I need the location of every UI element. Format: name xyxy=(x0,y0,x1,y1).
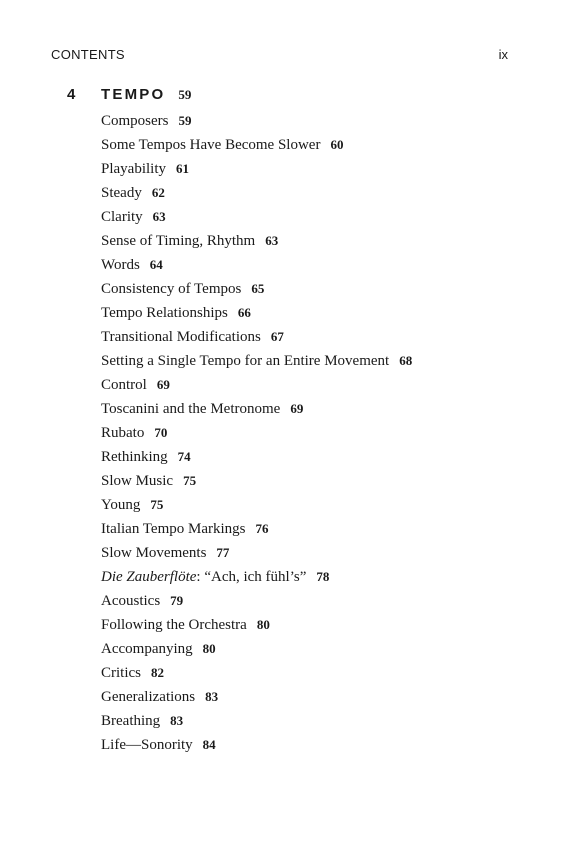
entry-title-italic: Die Zauberflöte xyxy=(101,569,197,585)
entry-page: 80 xyxy=(202,641,216,656)
entry-title: : “Ach, ich fühl’s” xyxy=(196,569,307,585)
entry-page: 66 xyxy=(237,305,251,320)
entry-page: 68 xyxy=(399,353,413,368)
toc-entry xyxy=(101,349,412,373)
entry-title: Italian Tempo Markings xyxy=(101,521,246,537)
entry-title: Young xyxy=(101,497,141,513)
entry-page: 75 xyxy=(183,473,197,488)
running-head: CONTENTS xyxy=(51,47,125,62)
entry-title: Life—Sonority xyxy=(101,737,193,753)
entry-title: Rethinking xyxy=(101,449,168,465)
entry-page: 60 xyxy=(330,137,344,152)
entry-title: Acoustics xyxy=(101,593,161,609)
toc-entry xyxy=(101,421,412,445)
entry-page: 75 xyxy=(150,497,164,512)
entry-title: Accompanying xyxy=(101,641,193,657)
toc-entry xyxy=(101,685,412,709)
toc-entry xyxy=(101,181,412,205)
toc-entry xyxy=(101,397,412,421)
toc-entry xyxy=(101,613,412,637)
toc-entry xyxy=(101,205,412,229)
toc-entry xyxy=(101,661,412,685)
toc-entry xyxy=(101,373,412,397)
entry-page: 70 xyxy=(154,425,168,440)
page-number: ix xyxy=(498,47,508,62)
chapter-title: TEMPO xyxy=(101,86,166,103)
toc-entry xyxy=(101,541,412,565)
entry-page: 80 xyxy=(256,617,270,632)
toc-entry xyxy=(101,277,412,301)
entry-title: Playability xyxy=(101,161,166,177)
entry-page: 61 xyxy=(176,161,189,176)
entry-page: 83 xyxy=(170,713,184,728)
entry-title: Toscanini and the Metronome xyxy=(101,401,281,417)
entry-title: Slow Music xyxy=(101,473,174,489)
toc-entry xyxy=(101,565,412,589)
entry-title: Breathing xyxy=(101,713,161,729)
toc-entry xyxy=(101,157,412,181)
entry-title: Rubato xyxy=(101,425,145,441)
entry-title: Critics xyxy=(101,665,141,681)
entry-title: Steady xyxy=(101,185,142,201)
toc-entry xyxy=(101,325,412,349)
entry-title: Composers xyxy=(101,113,169,129)
toc-entry xyxy=(101,733,412,757)
toc-entry xyxy=(101,469,412,493)
entry-page: 63 xyxy=(152,209,166,224)
entry-title: Generalizations xyxy=(101,689,196,705)
toc-entry xyxy=(101,109,412,133)
toc-entry xyxy=(101,709,412,733)
entry-page: 78 xyxy=(316,569,330,584)
toc-entry xyxy=(101,493,412,517)
toc-entry xyxy=(101,517,412,541)
entry-page: 63 xyxy=(265,233,279,248)
entry-page: 74 xyxy=(177,449,191,464)
entry-page: 84 xyxy=(202,737,216,752)
entry-title: Slow Movements xyxy=(101,545,207,561)
entry-page: 65 xyxy=(251,281,265,296)
entry-title: Transitional Modifications xyxy=(101,329,261,345)
entry-page: 77 xyxy=(216,545,230,560)
entry-page: 79 xyxy=(170,593,184,608)
toc-entry xyxy=(101,445,412,469)
entry-page: 59 xyxy=(178,113,192,128)
entry-title: Sense of Timing, Rhythm xyxy=(101,233,256,249)
entry-title: Some Tempos Have Become Slower xyxy=(101,137,321,153)
toc-entry xyxy=(101,133,412,157)
chapter-page: 59 xyxy=(178,87,192,102)
entry-title: Clarity xyxy=(101,209,143,225)
chapter-number: 4 xyxy=(67,86,76,103)
entry-page: 69 xyxy=(156,377,170,392)
entry-page: 76 xyxy=(255,521,269,536)
entry-title: Tempo Relationships xyxy=(101,305,228,321)
entry-title: Setting a Single Tempo for an Entire Movement xyxy=(101,353,390,369)
entry-page: 64 xyxy=(149,257,163,272)
entry-page: 67 xyxy=(270,329,284,344)
toc-entry xyxy=(101,253,412,277)
entry-title: Following the Orchestra xyxy=(101,617,247,633)
entry-page: 62 xyxy=(151,185,165,200)
entry-title: Words xyxy=(101,257,140,273)
entry-title: Consistency of Tempos xyxy=(101,281,242,297)
entry-page: 82 xyxy=(151,665,164,680)
entry-page: 83 xyxy=(205,689,219,704)
entry-page: 69 xyxy=(290,401,304,416)
chapter-heading xyxy=(67,86,191,103)
toc-entry xyxy=(101,589,412,613)
toc-entry xyxy=(101,637,412,661)
toc-entry-list xyxy=(101,109,412,757)
toc-entry xyxy=(101,301,412,325)
toc-entry xyxy=(101,229,412,253)
entry-title: Control xyxy=(101,377,147,393)
